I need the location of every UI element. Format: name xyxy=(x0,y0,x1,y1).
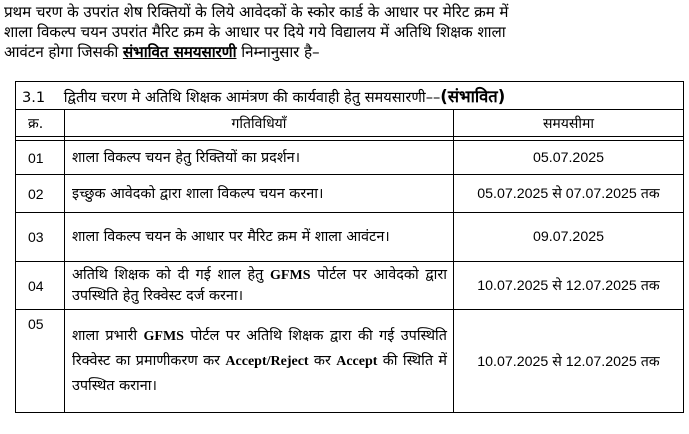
intro-line-2: शाला विकल्प चयन उपरांत मैरिट क्रम के आधार पर दिये गये विद्यालय में अतिथि शिक्षक शाला xyxy=(4,23,506,41)
row-date: 05.07.2025 xyxy=(454,141,684,175)
caption-tentative: (संभावित) xyxy=(440,87,506,106)
row-date: 10.07.2025 से 12.07.2025 तक xyxy=(454,262,684,310)
gfms-term: GFMS xyxy=(143,329,184,344)
intro-paragraph xyxy=(4,2,686,62)
row-serial: 04 xyxy=(16,262,65,310)
row-activity-text: पोर्टल पर अतिथि शिक्षक द्वारा की गई उपस्थिति रिक्वेस्ट का प्रमाणीकरण कर xyxy=(72,328,447,369)
table-row xyxy=(16,310,684,413)
intro-line-1: प्रथम चरण के उपरांत शेष रिक्तियों के लिये आवेदकों के स्कोर कार्ड के आधार पर मेरिट क्रम में xyxy=(4,3,509,21)
row-date: 05.07.2025 से 07.07.2025 तक xyxy=(454,175,684,213)
row-activity-text: की स्थिति में उपस्थित कराना। xyxy=(72,353,447,394)
header-deadline: समयसीमा xyxy=(454,110,684,137)
table-row xyxy=(16,175,684,213)
row-activity-text: अतिथि शिक्षक को दी गई शाल हेतु xyxy=(72,267,271,283)
row-activity xyxy=(65,262,454,310)
table-header-row xyxy=(16,110,684,137)
row-activity: इच्छुक आवेदको द्वारा शाला विकल्प चयन करना। xyxy=(65,175,454,213)
row-serial: 05 xyxy=(16,310,65,413)
row-activity: शाला विकल्प चयन हेतु रिक्तियों का प्रदर्शन। xyxy=(65,141,454,175)
caption-number: 3.1 xyxy=(22,89,46,106)
header-activity: गतिविधियाँ xyxy=(65,110,454,137)
table-row xyxy=(16,262,684,310)
row-activity-text: शाला प्रभारी xyxy=(72,328,144,344)
row-activity-text: पोर्टल पर आवेदको द्वारा उपस्थिति हेतु रिक्वेस्ट दर्ज करना। xyxy=(72,267,448,304)
intro-line-3-text: आवंटन होगा जिसकी xyxy=(4,43,123,61)
underlined-phrase: संभावित समयसारणी xyxy=(122,43,237,61)
row-activity: शाला विकल्प चयन के आधार पर मैरिट क्रम में शाला आवंटन। xyxy=(65,213,454,262)
table-caption xyxy=(16,82,684,110)
row-serial: 02 xyxy=(16,175,65,213)
accept-term: Accept xyxy=(336,354,378,369)
gfms-term: GFMS xyxy=(270,268,311,283)
table-caption-row xyxy=(16,82,684,110)
intro-line-3-end: निम्नानुसार है– xyxy=(236,43,320,61)
row-serial: 03 xyxy=(16,213,65,262)
row-date: 09.07.2025 xyxy=(454,213,684,262)
row-serial: 01 xyxy=(16,141,65,175)
header-serial: क्र. xyxy=(16,110,65,137)
row-date: 10.07.2025 से 12.07.2025 तक xyxy=(454,310,684,413)
caption-text: द्वितीय चरण मे अतिथि शिक्षक आमंत्रण की कार्यवाही हेतु समयसारणी–– xyxy=(63,89,441,106)
accept-reject-term: Accept/Reject xyxy=(225,354,309,369)
table-row xyxy=(16,213,684,262)
intro-line-3 xyxy=(4,42,686,62)
table-row xyxy=(16,141,684,175)
row-activity xyxy=(65,310,454,413)
row-activity-text: कर xyxy=(308,353,337,369)
schedule-table xyxy=(15,81,684,413)
